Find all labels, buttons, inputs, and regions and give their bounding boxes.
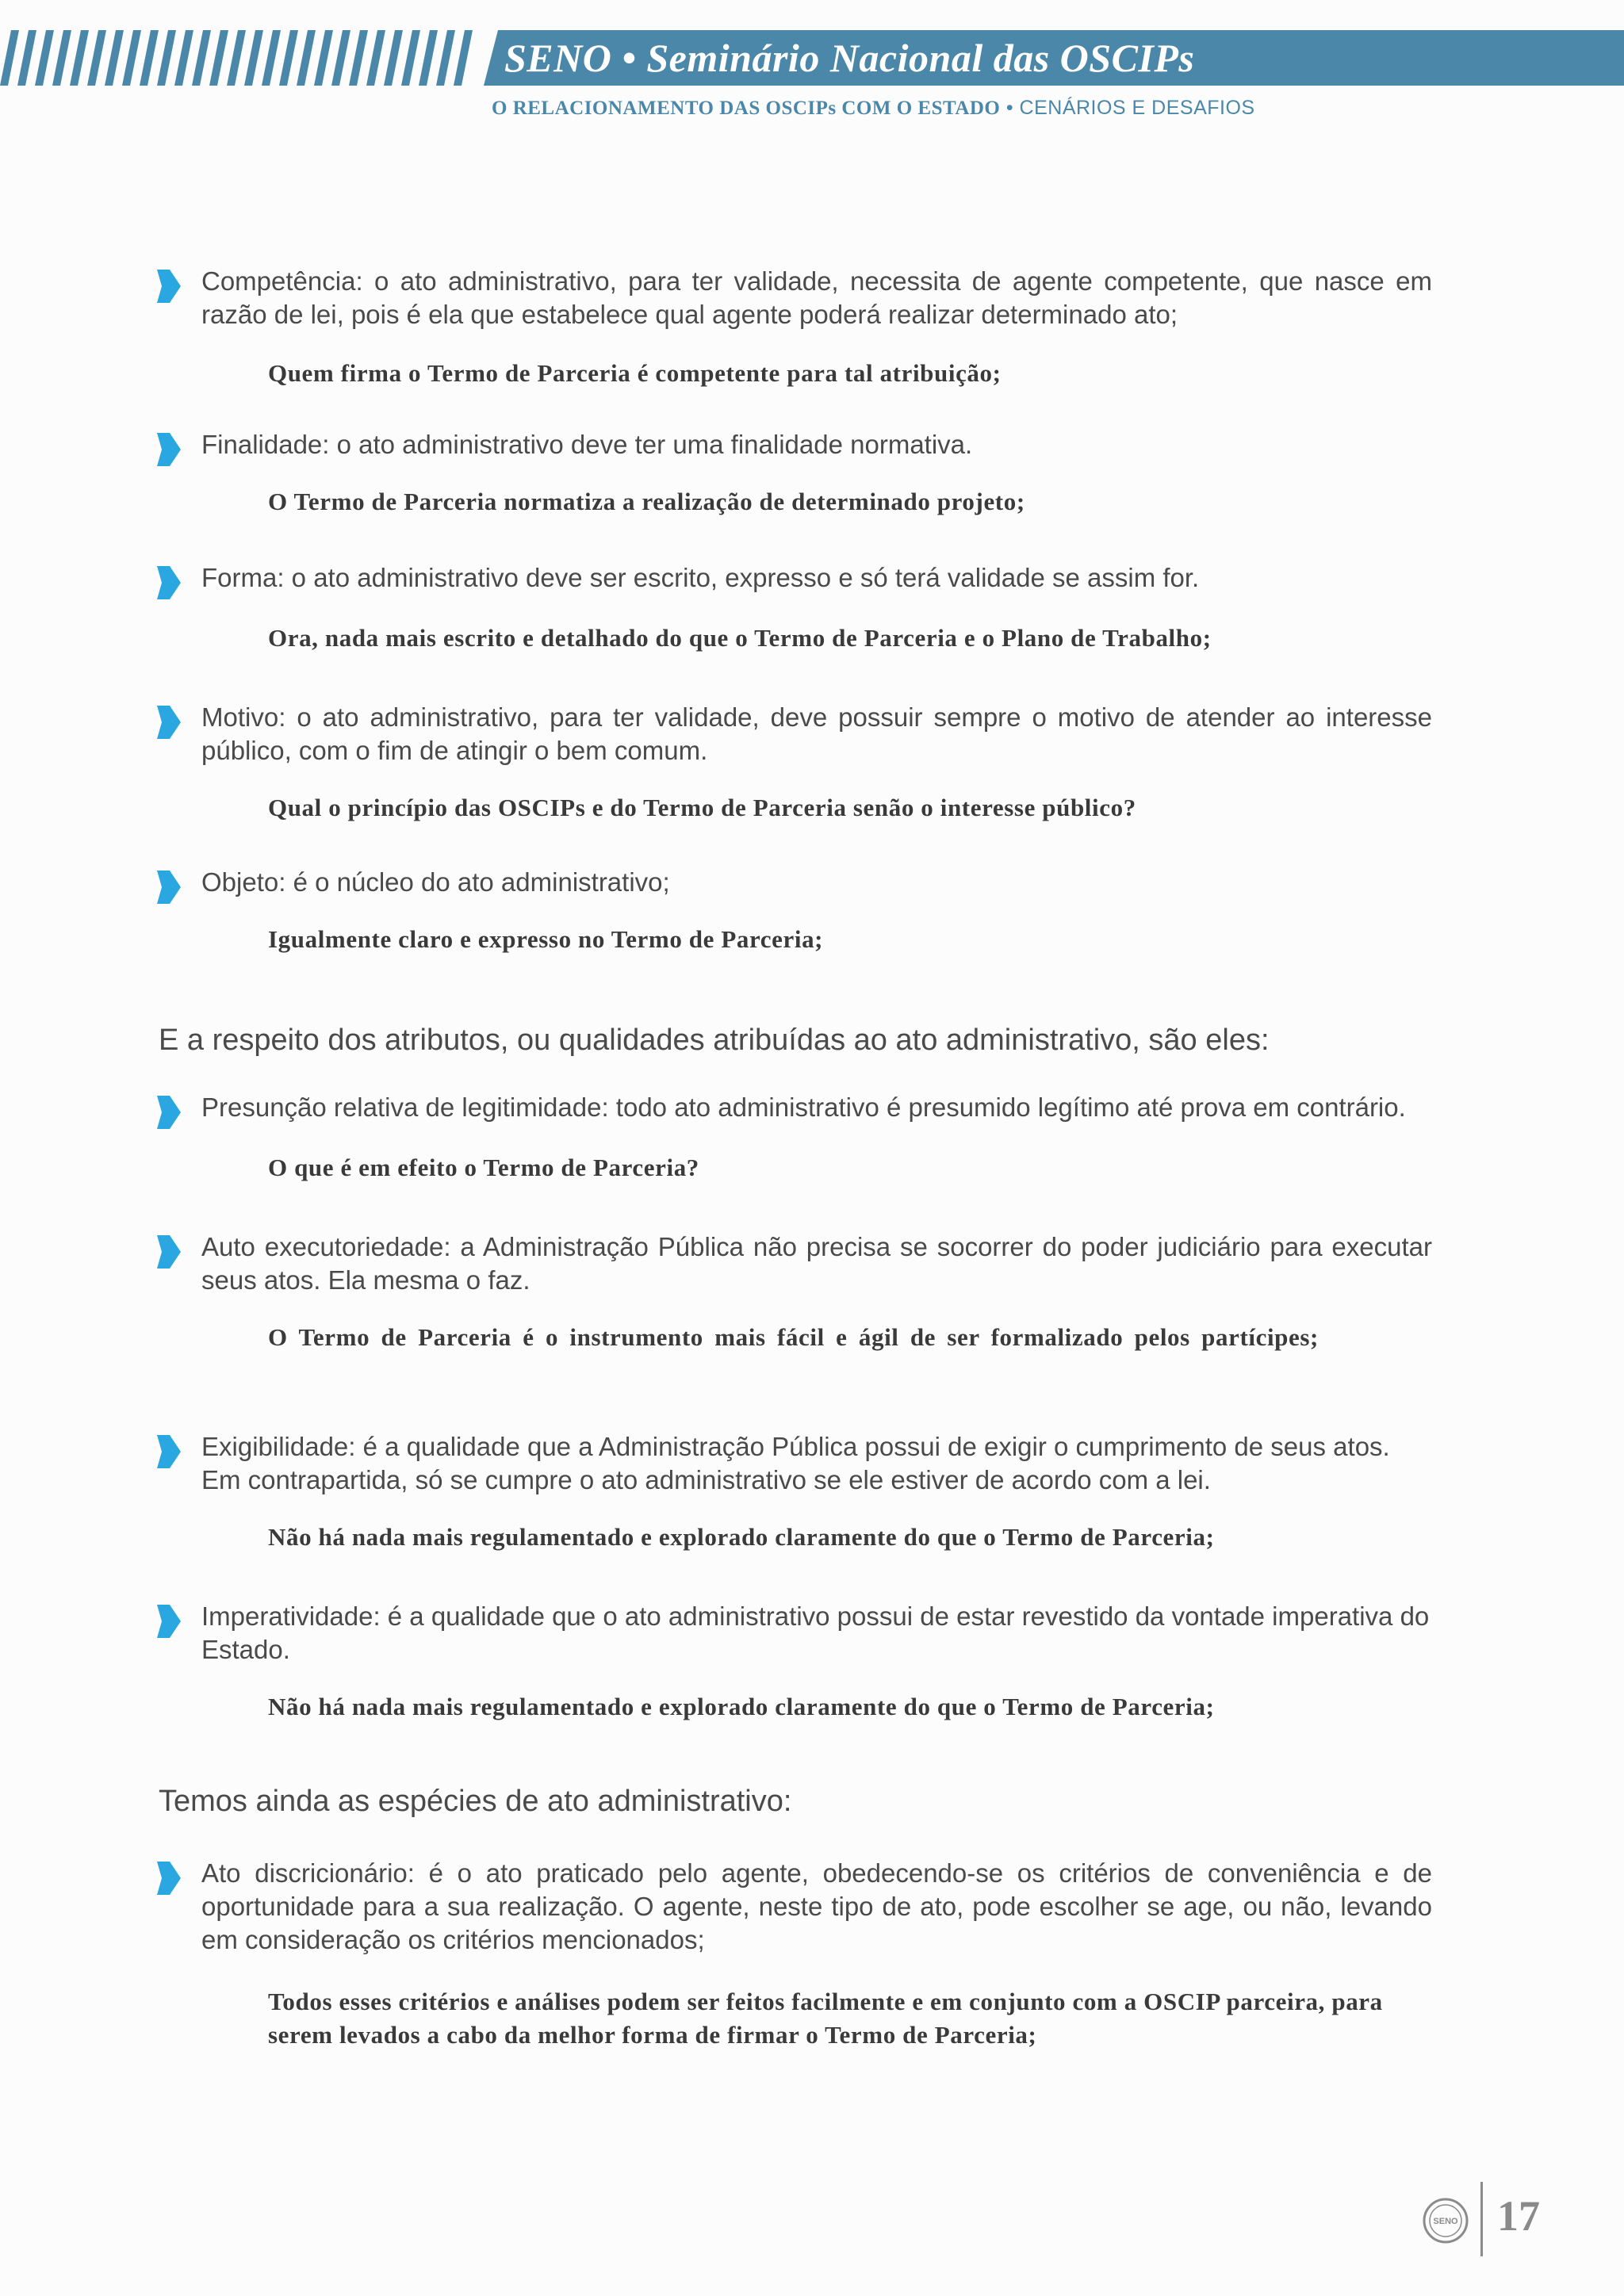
arrow-bullet-icon [155, 1433, 182, 1470]
footer-divider [1480, 2182, 1483, 2256]
list-item-text: Forma: o ato administrativo deve ser escrito, expresso e só terá validade se assim for. [201, 563, 1200, 592]
list-item-text: Finalidade: o ato administrativo deve ter uma finalidade normativa. [201, 430, 973, 459]
arrow-bullet-icon [155, 1860, 182, 1896]
seno-logo-text: SENO [1433, 2217, 1458, 2226]
list-item-text: Auto executoriedade: a Administração Pública não precisa se socorrer do poder judiciário para executar seus atos. Ela mesma o faz. [201, 1232, 1432, 1295]
list-item-text: Imperatividade: é a qualidade que o ato administrativo possui de estar revestido da vontade imperativa do Estado. [201, 1601, 1430, 1664]
header-subtitle-secondary: CENÁRIOS E DESAFIOS [1019, 97, 1255, 119]
arrow-bullet-icon [155, 268, 182, 304]
list-item-comment: Igualmente claro e expresso no Termo de Parceria; [268, 925, 824, 953]
arrow-bullet-icon [155, 431, 182, 468]
list-item-text: Objeto: é o núcleo do ato administrativo; [201, 867, 670, 897]
seno-logo [1422, 2197, 1469, 2244]
list-item-text: Exigibilidade: é a qualidade que a Administração Pública possui de exigir o cumprimento de seus atos. Em contrapartida, só se cumpre o ato administrativo se ele estiver de acordo com a lei. [201, 1432, 1390, 1494]
list-item-text: Competência: o ato administrativo, para ter validade, necessita de agente competente, que nasce em razão de lei, pois é ela que estabelece qual agente poderá realizar determinado ato; [201, 266, 1432, 329]
section-intro-atributos: E a respeito dos atributos, ou qualidades atribuídas ao ato administrativo, são eles: [159, 1024, 1270, 1057]
list-item-comment: O Termo de Parceria é o instrumento mais fácil e ágil de ser formalizado pelos partícipes; [268, 1323, 1319, 1351]
list-item-comment: O Termo de Parceria normatiza a realização de determinado projeto; [268, 488, 1025, 515]
arrow-bullet-icon [155, 1603, 182, 1640]
arrow-bullet-icon [155, 1094, 182, 1131]
arrow-bullet-icon [155, 704, 182, 740]
list-item-comment: Não há nada mais regulamentado e explorado claramente do que o Termo de Parceria; [268, 1693, 1215, 1720]
list-item-comment: Todos esses critérios e análises podem ser feitos facilmente e em conjunto com a OSCIP parceira, para serem levados a cabo da melhor forma de firmar o Termo de Parceria; [268, 1988, 1383, 2049]
list-item-comment: Quem firma o Termo de Parceria é competente para tal atribuição; [268, 359, 1002, 387]
header-subtitle-main: O RELACIONAMENTO DAS OSCIPs COM O ESTADO [492, 98, 1001, 119]
list-item-comment: Ora, nada mais escrito e detalhado do que o Termo de Parceria e o Plano de Trabalho; [268, 624, 1212, 652]
list-item-text: Motivo: o ato administrativo, para ter validade, deve possuir sempre o motivo de atender ao interesse público, com o fim de atingir o bem comum. [201, 702, 1432, 765]
arrow-bullet-icon [155, 564, 182, 601]
arrow-bullet-icon [155, 1234, 182, 1270]
header-subtitle-separator: • [1000, 97, 1020, 119]
list-item-comment: Não há nada mais regulamentado e explorado claramente do que o Termo de Parceria; [268, 1523, 1215, 1551]
list-item-text: Ato discricionário: é o ato praticado pelo agente, obedecendo-se os critérios de conveniência e de oportunidade para a sua realização. O agente, neste tipo de ato, pode escolher se age, ou não, levando em consideração os critérios mencionados; [201, 1858, 1432, 1954]
list-item-comment: Qual o princípio das OSCIPs e do Termo de Parceria senão o interesse público? [268, 794, 1136, 821]
arrow-bullet-icon [155, 869, 182, 905]
page-number: 17 [1497, 2192, 1540, 2240]
list-item-text: Presunção relativa de legitimidade: todo ato administrativo é presumido legítimo até prova em contrário. [201, 1093, 1406, 1122]
list-item-comment: O que é em efeito o Termo de Parceria? [268, 1154, 699, 1181]
header-title: SENO • Seminário Nacional das OSCIPs [504, 36, 1195, 80]
section-intro-especies: Temos ainda as espécies de ato administrativo: [159, 1785, 792, 1818]
